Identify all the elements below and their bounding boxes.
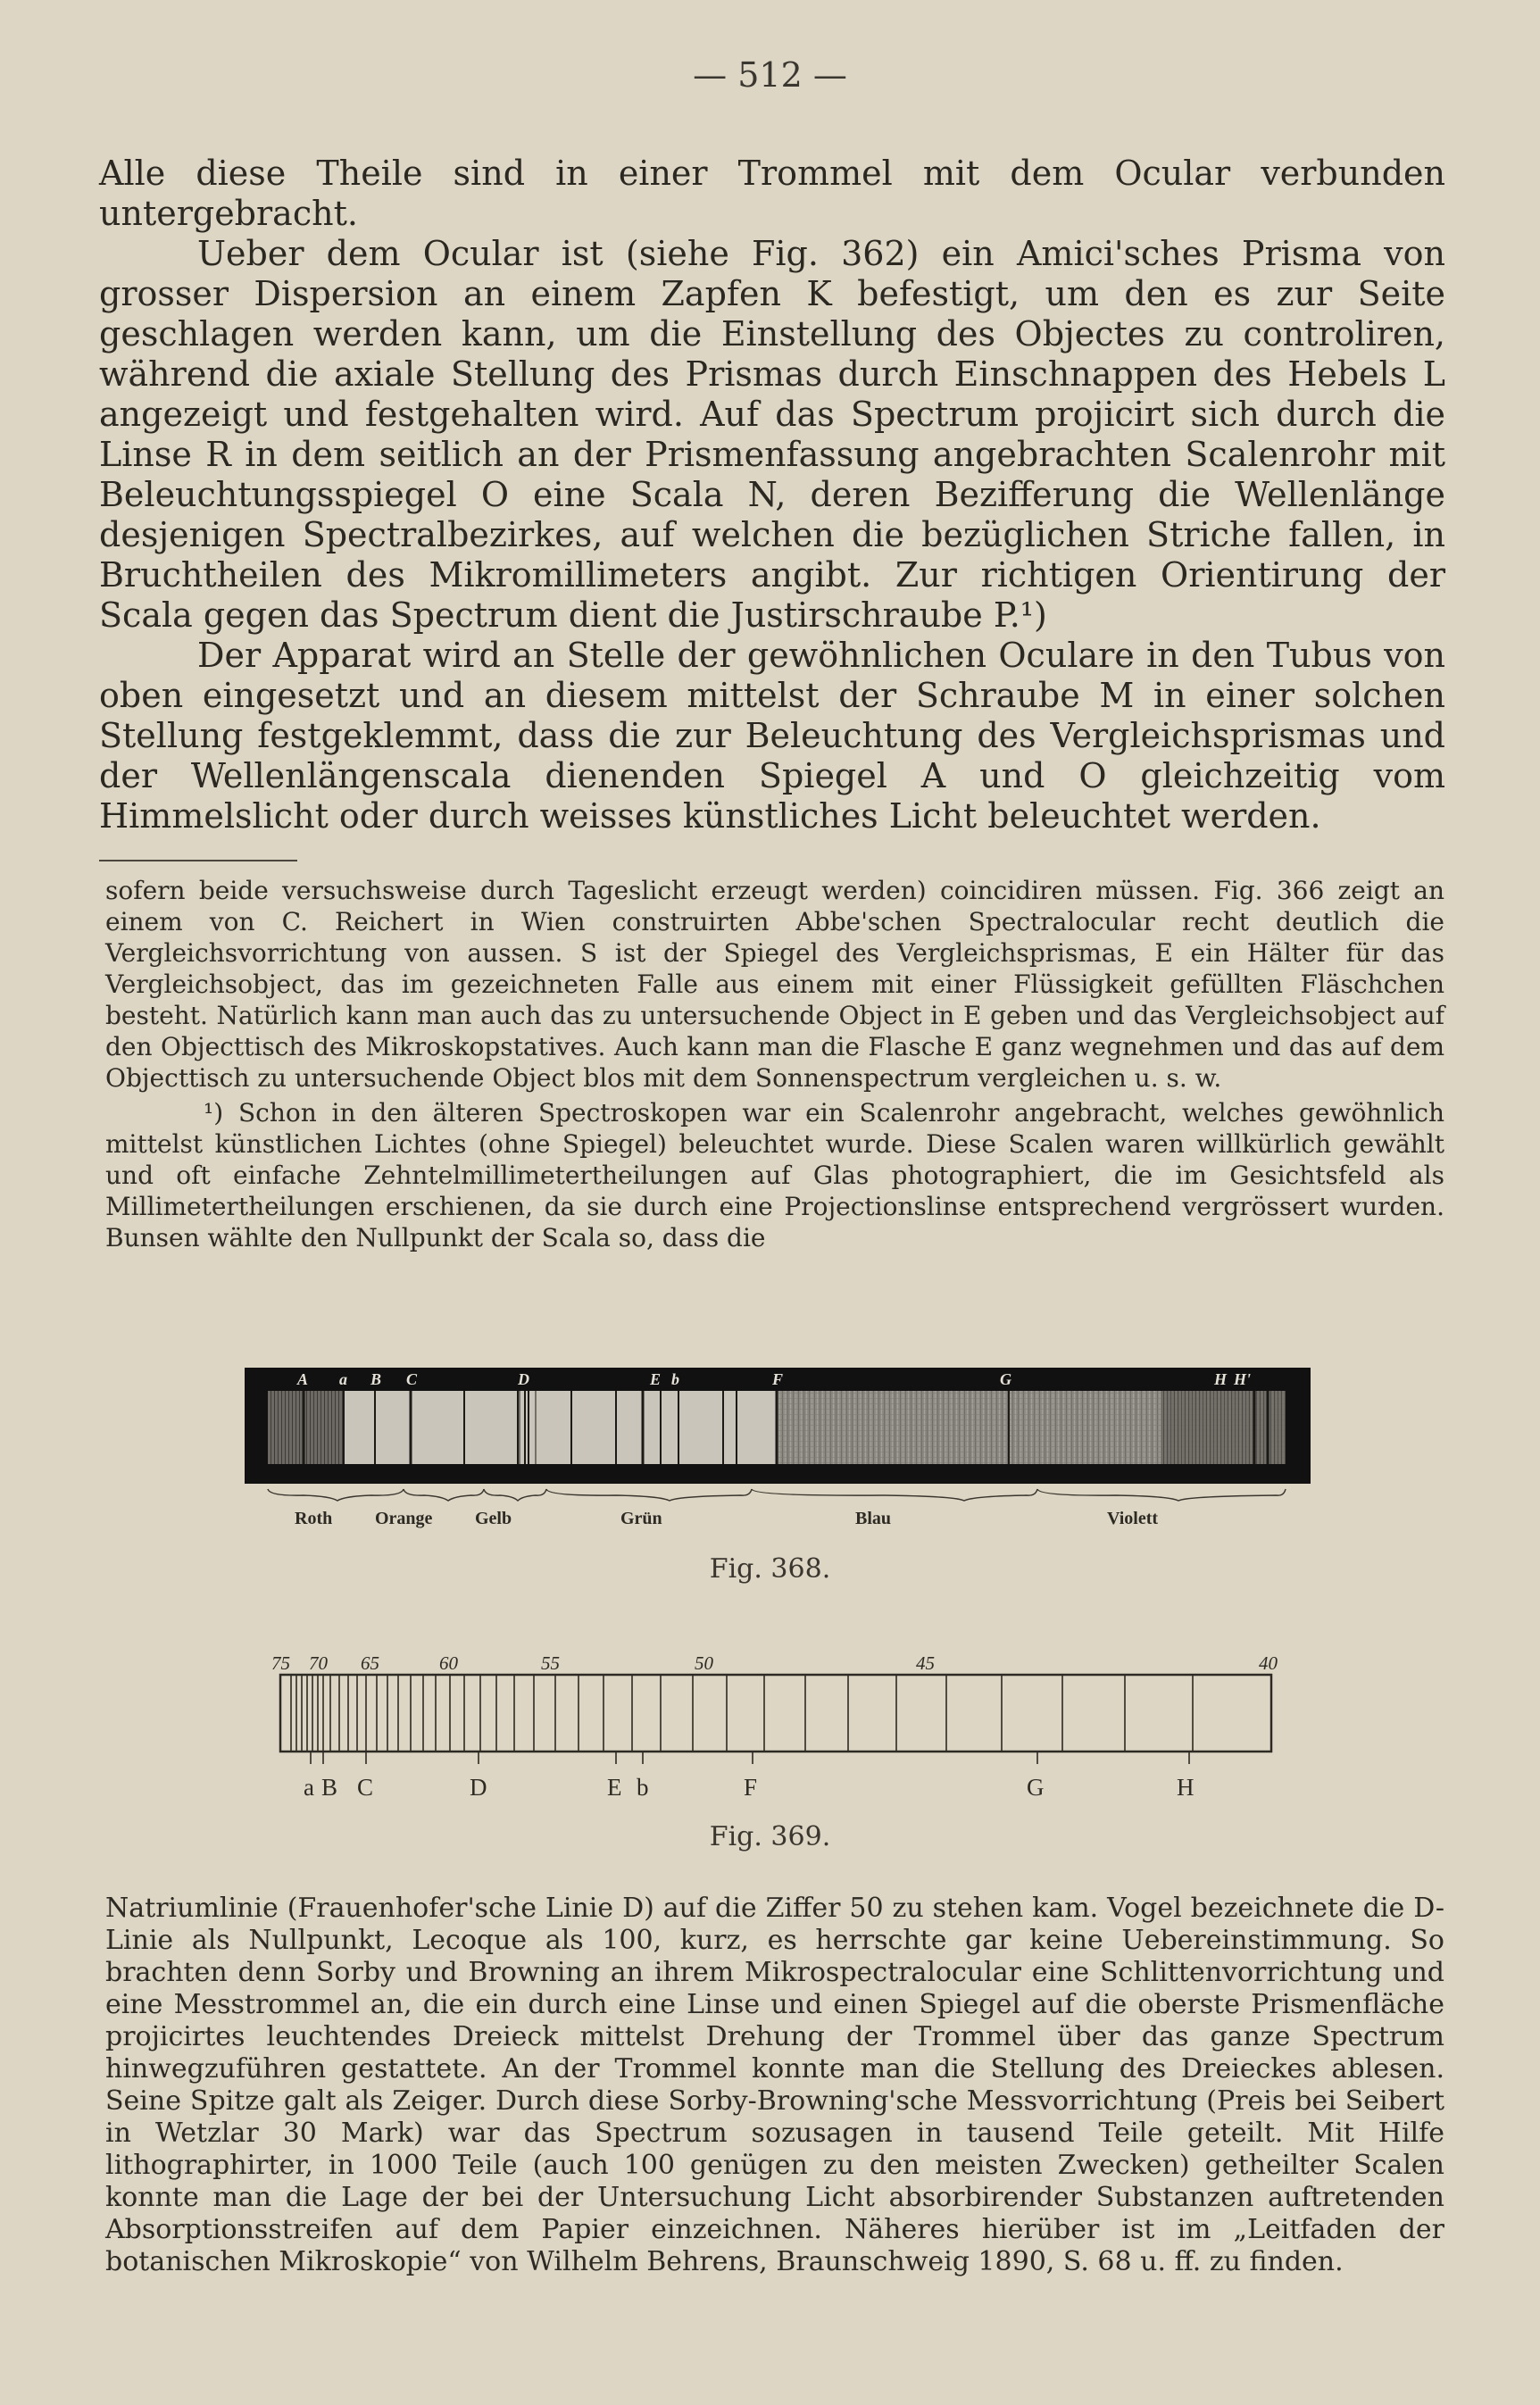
paragraph-2: Ueber dem Ocular ist (siehe Fig. 362) ein Amici'sches Prisma von grosser Dispersion an einem Zapfen K befestigt, um den es zur Seite geschlagen werden kann, um die Einstellung des Objectes zu controliren, während die axiale Stellung des Prismas durch Einschnappen des Hebels L angezeigt und festgehalten wird. Auf das Spectrum projicirt sich durch die Linse R in dem seitlich an der Prismenfassung angebrachten Scalenrohr mit Beleuchtungsspiegel O eine Scala N, deren Bezifferung die Wellenlänge desjenigen Spectralbezirkes, auf welchen die bezüglichen Striche fallen, in Bruchtheilen des Mikromillimeters angibt. Zur richtigen Orientirung der Scala gegen das Spectrum dient die Justirschraube P.¹) [99,234,1445,635]
paragraph-3: Der Apparat wird an Stelle der gewöhnlichen Oculare in den Tubus von oben eingesetzt und an diesem mittelst der Schraube M in einer solchen Stellung festgeklemmt, dass die zur Beleuchtung des Vergleichsprismas und der Wellenlängenscala dienenden Spiegel A und O gleichzeitig vom Himmelslicht oder durch weisses künstliches Licht beleuchtet werden. [99,636,1445,836]
scale-number: 45 [916,1652,935,1674]
line-letter: b [637,1774,649,1801]
scale-box [280,1675,1271,1752]
color-label-violett: Violett [1107,1509,1159,1528]
line-label: B [370,1370,382,1388]
line-label: H' [1234,1370,1252,1388]
scale-number: 50 [695,1652,713,1674]
color-label-roth: Roth [295,1509,333,1528]
color-label-gruen: Grün [620,1509,662,1528]
line-letter: a [304,1774,314,1801]
fig-368-spectrum [241,1364,1312,1543]
main-text [99,154,1445,836]
fig-369-caption: Fig. 369. [709,1821,831,1852]
scale-number: 40 [1259,1652,1278,1674]
scale-number: 70 [309,1652,328,1674]
line-label: G [1000,1370,1011,1388]
line-letter: F [744,1774,758,1801]
line-label: a [339,1370,347,1388]
scale-ticks [291,1675,1193,1752]
scale-number: 60 [439,1652,458,1674]
line-letter: E [607,1774,622,1801]
line-letter: G [1027,1774,1045,1801]
line-markers [311,1752,1189,1764]
tail-paragraph: Natriumlinie (Frauenhofer'sche Linie D) auf die Ziffer 50 zu stehen kam. Vogel bezeichnete die D-Linie als Nullpunkt, Lecoque als 100, kurz, es herrschte gar keine Uebereinstimmung. So brachten denn Sorby und Browning an ihrem Mikrospectralocular eine Schlittenvorrichtung und eine Messtrommel an, die ein durch eine Linse und einen Spiegel auf die oberste Prismenfläche projicirtes leuchtendes Dreieck mittelst Drehung der Trommel über das ganze Spectrum hinwegzuführen gestattete. An der Trommel konnte man die Stellung des Dreieckes ablesen. Seine Spitze galt als Zeiger. Durch diese Sorby-Browning'sche Messvorrichtung (Preis bei Seibert in Wetzlar 30 Mark) war das Spectrum sozusagen in tausend Teile geteilt. Mit Hilfe lithographirter, in 1000 Teile (auch 100 genügen zu den meisten Zwecken) getheilter Scalen konnte man die Lage der bei der Untersuchung Licht absorbirender Substanzen auftretenden Absorptionsstreifen auf dem Papier einzeichnen. Näheres hierüber ist im „Leitfaden der botanischen Mikroskopie“ von Wilhelm Behrens, Braunschweig 1890, S. 68 u. ff. zu finden. [105,1893,1444,2277]
scale-number: 65 [361,1652,379,1674]
line-letter: B [321,1774,338,1801]
color-brackets [268,1489,1286,1501]
page-number: — 512 — [693,55,847,95]
fig-369-scale [268,1648,1294,1809]
color-label-orange: Orange [375,1509,433,1528]
fig-368-caption: Fig. 368. [709,1553,831,1585]
color-label-blau: Blau [855,1509,892,1528]
line-label: H [1214,1370,1228,1388]
line-label: A [297,1370,309,1388]
line-letter: D [470,1774,487,1801]
footnote-rule [99,860,297,861]
line-label: E [650,1370,662,1388]
footnote-continuation: sofern beide versuchsweise durch Tageslicht erzeugt werden) coincidiren müssen. Fig. 366 zeigt an einem von C. Reichert in Wien construirten Abbe'schen Spectralocular recht deutlich die Vergleichsvorrichtung von aussen. S ist der Spiegel des Vergleichsprismas, E ein Hälter für das Vergleichsobject, das im gezeichneten Falle aus einem mit einer Flüssigkeit gefüllten Fläschchen besteht. Natürlich kann man auch das zu untersuchende Object in E geben und das Vergleichsobject auf den Objecttisch des Mikroskopstatives. Auch kann man die Flasche E ganz wegnehmen und das auf dem Objecttisch zu untersuchende Object blos mit dem Sonnenspectrum vergleichen u. s. w. [105,876,1444,1093]
footnotes [105,875,1444,1253]
paragraph-1: Alle diese Theile sind in einer Trommel mit dem Ocular verbunden untergebracht. [99,154,1445,233]
line-label: b [671,1370,679,1388]
line-label: F [772,1370,784,1388]
line-label: D [518,1370,529,1388]
footnote-1: ¹) Schon in den älteren Spectroskopen war ein Scalenrohr angebracht, welches gewöhnlich mittelst künstlichen Lichtes (ohne Spiegel) beleuchtet wurde. Diese Scalen waren willkürlich gewählt und oft einfache Zehntelmillimetertheilungen auf Glas photographiert, die im Gesichtsfeld als Millimetertheilungen erschienen, da sie durch eine Projectionslinse entsprechend vergrössert wurden. Bunsen wählte den Nullpunkt der Scala so, dass die [105,1098,1444,1252]
line-label: C [406,1370,418,1388]
scale-number: 55 [541,1652,560,1674]
line-letter: C [357,1774,374,1801]
scale-number: 75 [271,1652,290,1674]
tail-text [105,1893,1444,2278]
line-letter: H [1177,1774,1195,1801]
color-label-gelb: Gelb [475,1509,512,1528]
